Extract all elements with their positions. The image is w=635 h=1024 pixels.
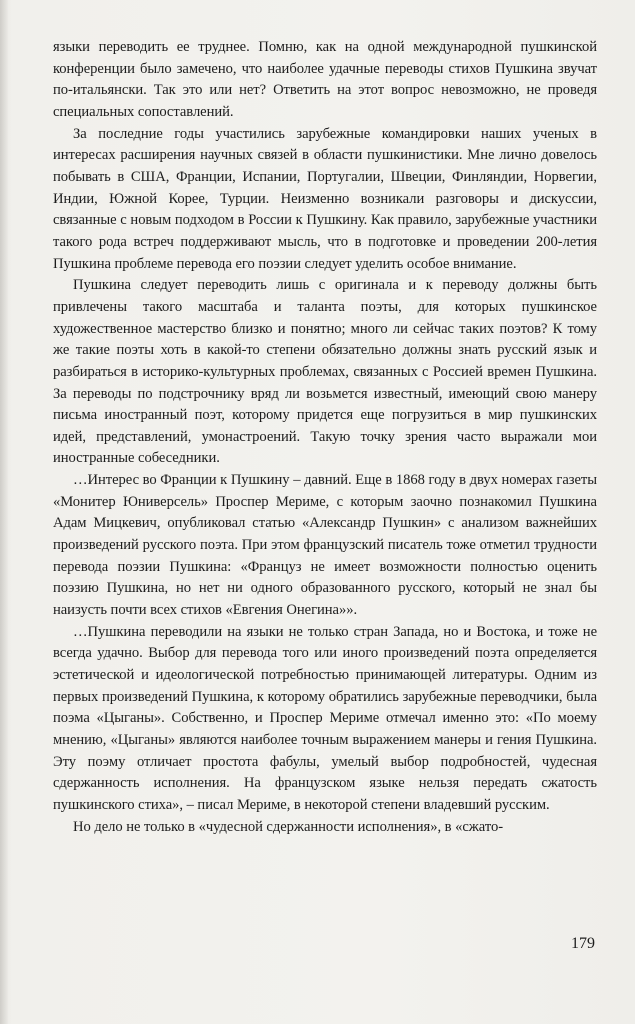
page-binding-edge: [0, 0, 8, 1024]
paragraph: Но дело не только в «чудесной сдержанности исполнения», в «сжато-: [73, 818, 504, 835]
paragraph: языки переводить ее труднее. Помню, как на одной международной пушкинской конференции было замечено, что наиболее удачные переводы стихов Пушкина звучат по-итальянски. Так это или нет? Ответить на этот вопрос невозможно, не проведя специальных сопоставлений.: [53, 39, 597, 120]
body-text: [53, 37, 597, 838]
paragraph: …Пушкина переводили на языки не только стран Запада, но и Востока, и тоже не всегда удачно. Выбор для перевода того или иного произведений поэта определяется эстетической и идеологической потребностью принимающей литературы. Одним из первых произведений Пушкина, к которому обратились зарубежные переводчики, была поэма «Цыганы». Собственно, и Проспер Мериме отмечал именно это: «По моему мнению, «Цыганы» являются наиболее точным выражением манеры и гения Пушкина. Эту поэму отличает простота фабулы, умелый выбор подробностей, чудесная сдержанность исполнения. На французском языке нельзя передать сжатость пушкинского стиха», – писал Мериме, в некоторой степени владевший русским.: [53, 623, 597, 813]
paragraph: Пушкина следует переводить лишь с оригинала и к переводу должны быть привлечены такого масштаба и таланта поэты, для которых пушкинское художественное мастерство близко и понятно; много ли сейчас таких поэтов? К тому же такие поэты хоть в какой-то степени обязательно должны знать русский язык и разбираться в историко-культурных проблемах, связанных с Россией времен Пушкина. За переводы по подстрочнику вряд ли возьмется известный, имеющий свою манеру письма иностранный поэт, которому придется еще погрузиться в мир пушкинских идей, представлений, умонастроений. Такую точку зрения часто выражали мои иностранные собеседники.: [53, 277, 597, 467]
page-number: 179: [571, 935, 595, 952]
paragraph: …Интерес во Франции к Пушкину – давний. Еще в 1868 году в двух номерах газеты «Монитер Юниверсель» Проспер Мериме, с которым заочно познакомил Пушкина Адам Мицкевич, опубликовал статью «Александр Пушкин» с анализом важнейших произведений русского поэта. При этом французский писатель тоже отметил трудности перевода поэзии Пушкина: «Француз не имеет возможности полностью оценить поэзию Пушкина, но нет ни одного образованного русского, который не знал бы наизусть почти всех стихов «Евгения Онегина»».: [53, 472, 597, 619]
paragraph: За последние годы участились зарубежные командировки наших ученых в интересах расширения научных связей в области пушкинистики. Мне лично довелось побывать в США, Франции, Испании, Португалии, Швеции, Финляндии, Норвегии, Индии, Южной Корее, Турции. Неизменно возникали разговоры и дискуссии, связанные с новым подходом в России к Пушкину. Как правило, зарубежные участники такого рода встреч поддерживают мысль, что в подготовке и проведении 200-летия Пушкина проблеме перевода его поэзии следует уделить особое внимание.: [53, 125, 597, 272]
